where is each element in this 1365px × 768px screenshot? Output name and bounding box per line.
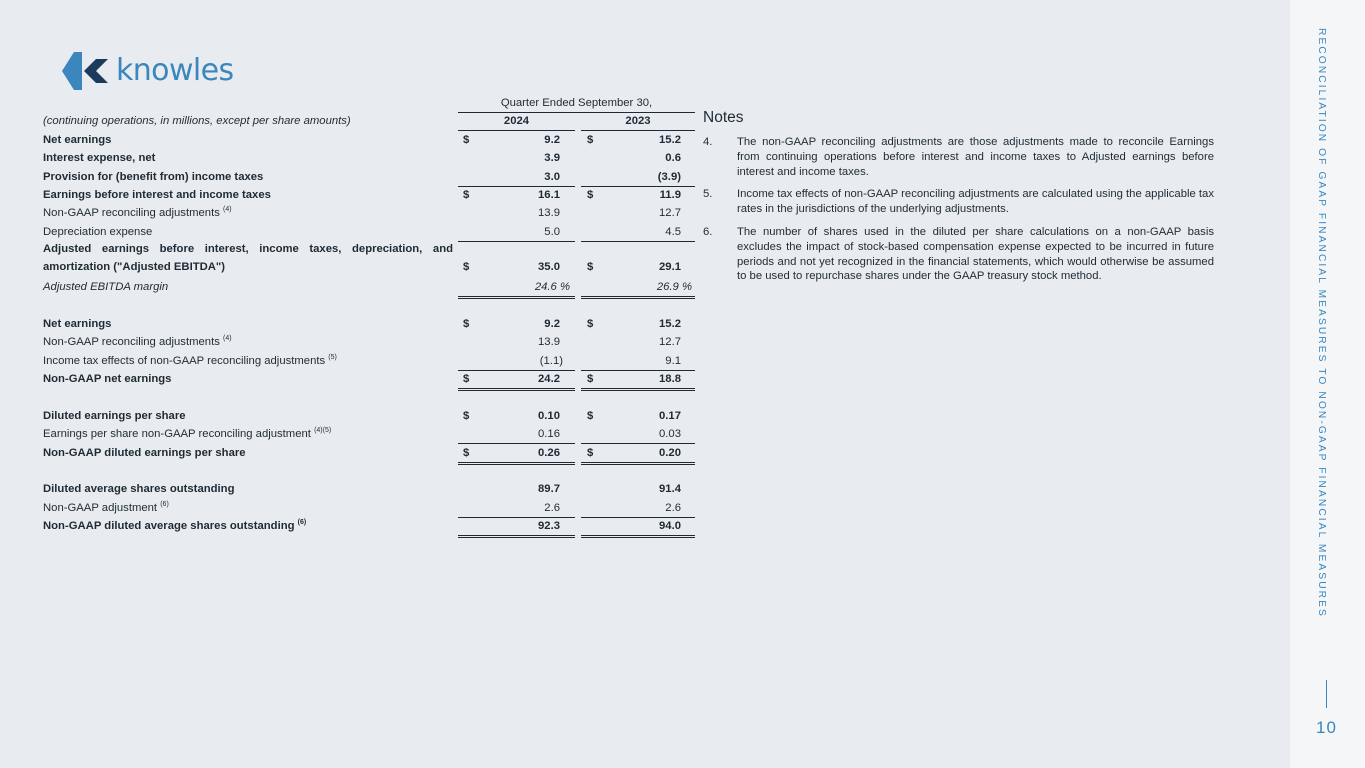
value-2024: 5.0	[544, 225, 560, 238]
section-title-vertical: RECONCILIATION OF GAAP FINANCIAL MEASURES TO NON-GAAP FINANCIAL MEASURES	[1316, 28, 1327, 618]
dollar-sign: $	[463, 317, 470, 330]
note-text: The number of shares used in the diluted per share calculations on a non-GAAP basis excludes the impact of stock-based compensation expense expected to be incurred in future periods and not yet recognized in the financial statements, which would otherwise be assumed to be used to repurchase shares under the GAAP treasury stock method.	[737, 225, 1214, 283]
value-2024: 35.0	[538, 261, 560, 274]
value-2024: 92.3	[538, 520, 560, 533]
dollar-sign: $	[587, 409, 594, 422]
value-2024: (1.1)	[539, 354, 563, 367]
row-label: Non-GAAP diluted average shares outstanding $^{(6)}$	[43, 519, 307, 533]
row-label: Income tax effects of non-GAAP reconciling adjustments $^{(5)}$	[43, 353, 337, 367]
table-caption: (continuing operations, in millions, except per share amounts)	[43, 115, 351, 128]
table-row	[43, 370, 695, 388]
company-logo	[62, 52, 234, 90]
value-2023: 0.17	[659, 409, 681, 422]
value-2023: 15.2	[659, 317, 681, 330]
value-2024: 13.9	[538, 336, 560, 349]
dollar-sign: $	[587, 133, 594, 146]
table-row	[43, 425, 695, 443]
dollar-sign: $	[463, 409, 470, 422]
value-2023: 0.03	[659, 428, 681, 441]
value-2024: 9.2	[544, 317, 560, 330]
value-2024: 89.7	[538, 483, 560, 496]
dollar-sign: $	[587, 261, 594, 274]
row-label: Non-GAAP reconciling adjustments $^{(4)}$	[43, 335, 232, 349]
row-label: Non-GAAP net earnings	[43, 373, 172, 386]
value-2023: 94.0	[659, 520, 681, 533]
table-row	[43, 168, 695, 186]
note-text: The non-GAAP reconciling adjustments are those adjustments made to reconcile Earnings from continuing operations before interest and income taxes to Adjusted earnings before interest and income taxes.	[737, 136, 1214, 178]
value-2023: 26.9 %	[656, 281, 692, 294]
value-2024: 0.16	[538, 428, 560, 441]
value-2023: 9.1	[665, 354, 681, 367]
table-row	[43, 352, 695, 370]
table-row	[43, 241, 695, 278]
table-row	[43, 223, 695, 241]
row-label: Non-GAAP diluted earnings per share	[43, 446, 246, 459]
row-label: Non-GAAP adjustment $^{(6)}$	[43, 500, 169, 514]
value-2023: 4.5	[665, 225, 681, 238]
value-2023: (3.9)	[657, 170, 681, 183]
table-row	[43, 204, 695, 222]
table-row	[43, 278, 695, 296]
value-2024: 24.2	[538, 373, 560, 386]
row-label: Interest expense, net	[43, 152, 156, 165]
value-2023: 0.6	[665, 152, 681, 165]
value-2024: 0.26	[538, 446, 560, 459]
dollar-sign: $	[587, 317, 594, 330]
dollar-sign: $	[463, 446, 470, 459]
period-header: Quarter Ended September 30,	[500, 97, 653, 109]
dollar-sign: $	[463, 261, 470, 274]
value-2024: 9.2	[544, 133, 560, 146]
table-row	[43, 517, 695, 535]
row-label: Depreciation expense	[43, 225, 153, 238]
spacer	[43, 462, 695, 480]
value-2023: 15.2	[659, 133, 681, 146]
row-label: Earnings before interest and income taxes	[43, 188, 271, 201]
dollar-sign: $	[463, 188, 470, 201]
value-2023: 91.4	[659, 483, 681, 496]
row-label: Net earnings	[43, 317, 112, 330]
dollar-sign: $	[463, 373, 470, 386]
spacer	[43, 388, 695, 406]
value-2024: 16.1	[538, 188, 560, 201]
table-row	[43, 131, 695, 149]
row-label: Adjusted EBITDA margin	[43, 281, 169, 294]
value-2023: 29.1	[659, 261, 681, 274]
value-2024: 3.0	[544, 170, 560, 183]
knowles-chevron-icon	[62, 52, 110, 90]
value-2023: 12.7	[659, 336, 681, 349]
note-item	[703, 225, 1214, 284]
note-item	[703, 135, 1214, 179]
period-header-row	[43, 94, 695, 112]
dollar-sign: $	[587, 188, 594, 201]
table-row	[43, 186, 695, 204]
value-2023: 11.9	[659, 188, 681, 201]
row-label: Diluted earnings per share	[43, 409, 186, 422]
value-2023: 0.20	[659, 446, 681, 459]
dollar-sign: $	[463, 133, 470, 146]
dollar-sign: $	[587, 373, 594, 386]
table-row	[43, 444, 695, 462]
table-row	[43, 315, 695, 333]
value-2024: 24.6 %	[534, 281, 570, 294]
value-2024: 3.9	[544, 152, 560, 165]
row-label: Adjusted earnings before interest, income taxes, depreciation, and amortization ("Adjusted EBITDA")	[43, 243, 453, 273]
year-2024-header: 2024	[503, 115, 530, 128]
value-2023: 12.7	[659, 207, 681, 220]
note-number: 6.	[703, 225, 713, 238]
notes-title: Notes	[703, 109, 744, 126]
table-row	[43, 480, 695, 498]
table-row	[43, 499, 695, 517]
total-double-rule	[458, 535, 575, 538]
table-row	[43, 333, 695, 351]
value-2023: 2.6	[665, 501, 681, 514]
value-2023: 18.8	[659, 373, 681, 386]
dollar-sign: $	[587, 446, 594, 459]
note-number: 5.	[703, 188, 713, 201]
row-label: Earnings per share non-GAAP reconciling adjustment $^{(4)(5)}$	[43, 427, 332, 441]
spacer	[43, 297, 695, 315]
page-divider	[1326, 680, 1327, 708]
value-2024: 2.6	[544, 501, 560, 514]
notes-section	[703, 109, 1214, 292]
value-2024: 13.9	[538, 207, 560, 220]
value-2024: 0.10	[538, 409, 560, 422]
total-double-rule	[581, 535, 695, 538]
right-sidebar	[1290, 0, 1365, 768]
logo-wordmark: knowles	[116, 52, 234, 88]
table-row	[43, 407, 695, 425]
reconciliation-table	[43, 94, 695, 536]
column-header-row	[43, 112, 695, 130]
note-number: 4.	[703, 136, 713, 148]
table-row	[43, 149, 695, 167]
page-number: 10	[1316, 718, 1337, 737]
year-2023-header: 2023	[625, 115, 651, 128]
note-text: Income tax effects of non-GAAP reconciling adjustments are calculated using the applicable tax rates in the jurisdictions of the underlying adjustments.	[737, 188, 1214, 216]
row-label: Diluted average shares outstanding	[43, 483, 235, 496]
row-label: Provision for (benefit from) income taxes	[43, 170, 264, 183]
row-label: Net earnings	[43, 133, 112, 146]
row-label: Non-GAAP reconciling adjustments $^{(4)}$	[43, 206, 232, 220]
note-item	[703, 187, 1214, 217]
